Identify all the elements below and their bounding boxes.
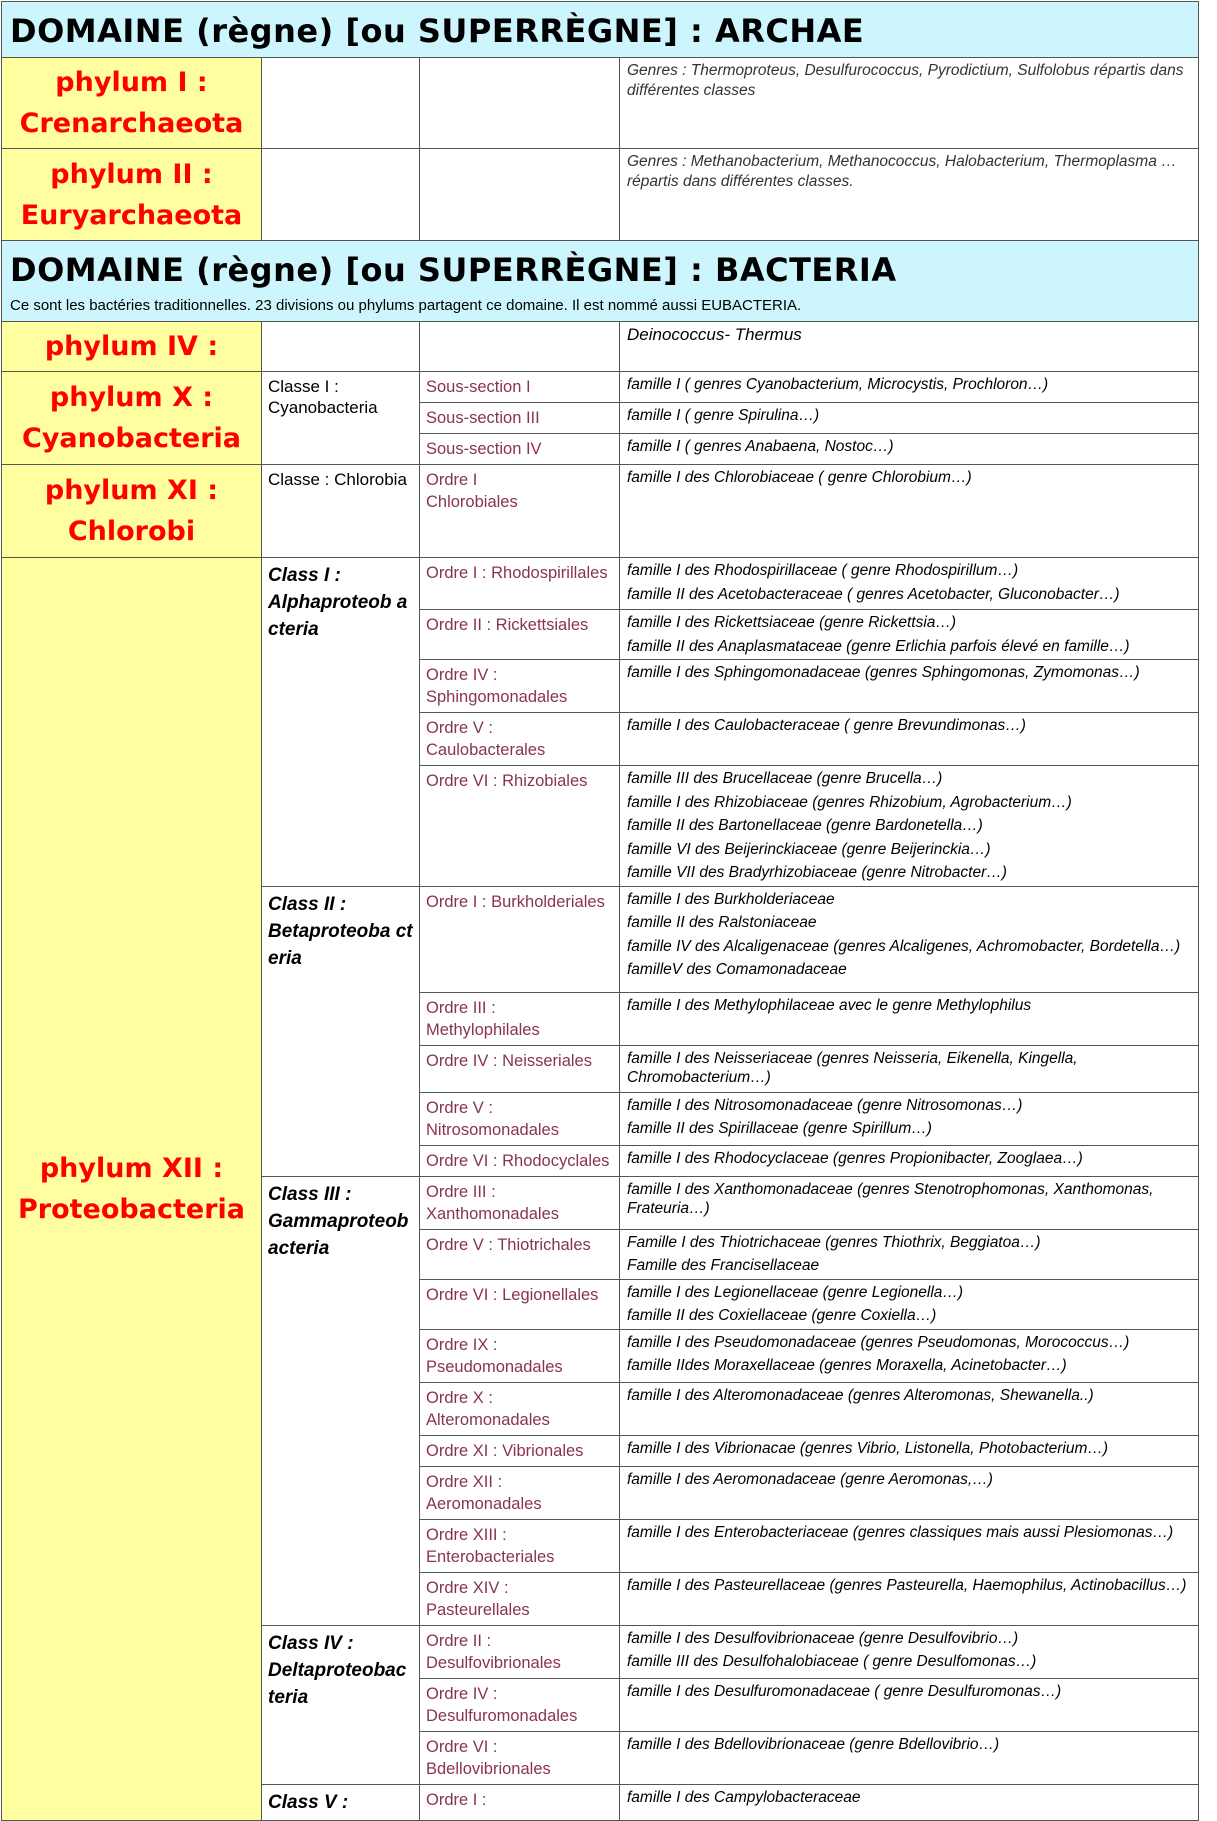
family-entry: famille I des Burkholderiaceae	[627, 890, 835, 908]
family-cell	[620, 1279, 1199, 1329]
family-entry: famille I des Enterobacteriaceae (genres classiques mais aussi Plesiomonas…)	[627, 1523, 1174, 1541]
family-entry: famille I des Rhodospirillaceae ( genre Rhodospirillum…)	[627, 562, 1019, 579]
domain-title: DOMAINE (règne) [ou SUPERRÈGNE] : ARCHAE	[10, 12, 865, 50]
family-entry: famille II des Anaplasmataceae (genre Erlichia parfois élevé en famille…)	[627, 637, 1130, 655]
family-entry: famille I des Sphingomonadaceae (genres Sphingomonas, Zymomonas…)	[627, 664, 1140, 681]
order-cell: Ordre V : Thiotrichales	[420, 1229, 620, 1279]
family-entry: famille III des Desulfohalobiaceae ( genre Desulfomonas…)	[627, 1653, 1037, 1670]
family-entry: famille II des Acetobacteraceae ( genres Acetobacter, Gluconobacter…)	[627, 585, 1120, 603]
order-cell: Sous-section I	[420, 372, 620, 403]
family-cell	[620, 1176, 1199, 1229]
phylum-name: phylum X :	[49, 382, 214, 413]
order-cell: Ordre VI : Rhodocyclales	[420, 1145, 620, 1176]
family-cell	[620, 1435, 1199, 1466]
phylum-name: phylum II :	[50, 158, 213, 190]
family-entry: familleV des Comamonadaceae	[627, 961, 847, 978]
genres-cell: Genres : Thermoproteus, Desulfurococcus, Pyrodictium, Sulfolobus répartis dans différentes classes	[620, 58, 1199, 149]
order-cell: Ordre II : Rickettsiales	[420, 610, 620, 660]
family-entry: famille I des Alteromonadaceae (genres Alteromonas, Shewanella..)	[627, 1386, 1094, 1404]
family-cell	[620, 766, 1199, 887]
family-entry: famille II des Spirillaceae (genre Spirillum…)	[627, 1120, 932, 1137]
family-entry: famille I des Neisseriaceae (genres Neisseria, Eikenella, Kingella, Chromobacterium…)	[627, 1049, 1078, 1086]
family-entry: famille I des Vibrionacae (genres Vibrio, Listonella, Photobacterium…)	[627, 1439, 1109, 1457]
order-cell: Ordre VI : Rhizobiales	[420, 766, 620, 887]
family-entry: famille II des Bartonellaceae (genre Bardonetella…)	[627, 817, 983, 834]
family-cell	[620, 558, 1199, 610]
phylum-name: phylum I :	[55, 67, 208, 98]
family-entry: famille I des Caulobacteraceae ( genre Brevundimonas…)	[627, 717, 1026, 734]
order-cell: Ordre V : Caulobacterales	[420, 713, 620, 766]
empty-cell	[262, 322, 420, 372]
family-cell: famille I ( genre Spirulina…)	[620, 403, 1199, 434]
family-entry: famille VI des Beijerinckiaceae (genre Beijerinckia…)	[627, 840, 991, 858]
empty-cell	[420, 322, 620, 372]
order-cell: Ordre X : Alteromonadales	[420, 1382, 620, 1435]
phylum-name: Chlorobi	[67, 516, 196, 547]
family-entry: famille I des Rhodocyclaceae (genres Propionibacter, Zooglaea…)	[627, 1149, 1083, 1167]
family-cell	[620, 992, 1199, 1045]
order-cell: Ordre V : Nitrosomonadales	[420, 1092, 620, 1145]
family-cell	[620, 886, 1199, 992]
family-cell	[620, 1466, 1199, 1519]
domain-header-archaea	[2, 2, 1199, 58]
order-name: Chlorobiales	[426, 493, 518, 511]
order-cell: Ordre XIII : Enterobacteriales	[420, 1519, 620, 1572]
domain-description: Ce sont les bactéries traditionnelles. 23 divisions ou phylums partagent ce domaine. Il est nommé aussi EUBACTERIA.	[10, 297, 802, 314]
empty-cell	[262, 58, 420, 149]
family-cell	[620, 1382, 1199, 1435]
order-cell: Ordre VI : Bdellovibrionales	[420, 1731, 620, 1784]
domain-title: DOMAINE (règne) [ou SUPERRÈGNE] : BACTERIA	[10, 251, 897, 289]
family-cell: famille I des Chlorobiaceae ( genre Chlorobium…)	[620, 465, 1199, 558]
order-cell: Ordre IV : Neisseriales	[420, 1045, 620, 1092]
class-cell: Classe I : Cyanobacteria	[262, 372, 420, 465]
family-entry: famille I des Campylobacteraceae	[627, 1788, 861, 1806]
family-cell	[620, 1329, 1199, 1382]
family-entry: famille I des Nitrosomonadaceae (genre Nitrosomonas…)	[627, 1096, 1023, 1114]
empty-cell	[420, 58, 620, 149]
order-cell: Sous-section III	[420, 403, 620, 434]
phylum-crenarchaeota	[2, 58, 262, 149]
order-cell: Ordre IV : Desulfuromonadales	[420, 1678, 620, 1731]
family-cell	[620, 610, 1199, 660]
family-entry: famille I des Desulfuromonadaceae ( genre Desulfuromonas…)	[627, 1682, 1062, 1700]
phylum-name: phylum XII :	[39, 1152, 224, 1184]
empty-cell	[420, 149, 620, 241]
family-entry: famille I des Rickettsiaceae (genre Rickettsia…)	[627, 614, 957, 631]
classification-table	[1, 1, 1199, 1821]
order-cell: Ordre IX : Pseudomonadales	[420, 1329, 620, 1382]
order-cell: Ordre XII : Aeromonadales	[420, 1466, 620, 1519]
genres-cell: Genres : Methanobacterium, Methanococcus, Halobacterium, Thermoplasma … répartis dans différentes classes.	[620, 149, 1199, 241]
family-cell: famille I ( genres Anabaena, Nostoc…)	[620, 434, 1199, 465]
family-entry: Famille des Francisellaceae	[627, 1257, 820, 1274]
class-cell: Class II : Betaproteoba ct eria	[262, 886, 420, 1176]
family-entry: Famille I des Thiotrichaceae (genres Thiothrix, Beggiatoa…)	[627, 1233, 1041, 1251]
family-cell	[620, 660, 1199, 713]
family-cell	[620, 1229, 1199, 1279]
phylum-proteobacteria	[2, 558, 262, 1821]
family-cell	[620, 1092, 1199, 1145]
family-entry: famille VII des Bradyrhizobiaceae (genre Nitrobacter…)	[627, 864, 1007, 881]
family-entry: famille III des Brucellaceae (genre Brucella…)	[627, 770, 943, 787]
class-cell: Class I : Alphaproteob a cteria	[262, 558, 420, 887]
family-entry: famille I des Xanthomonadaceae (genres Stenotrophomonas, Xanthomonas, Frateuria…)	[627, 1180, 1154, 1217]
order-cell	[420, 465, 620, 558]
family-cell: famille I ( genres Cyanobacterium, Microcystis, Prochloron…)	[620, 372, 1199, 403]
family-entry: famille I des Rhizobiaceae (genres Rhizobium, Agrobacterium…)	[627, 793, 1072, 811]
family-entry: famille I des Bdellovibrionaceae (genre Bdellovibrio…)	[627, 1735, 1000, 1753]
family-cell	[620, 1045, 1199, 1092]
order-cell: Ordre II : Desulfovibrionales	[420, 1625, 620, 1678]
order-cell: Ordre XIV : Pasteurellales	[420, 1572, 620, 1625]
phylum-name: Crenarchaeota	[19, 108, 244, 139]
family-entry: famille IIdes Moraxellaceae (genres Moraxella, Acinetobacter…)	[627, 1357, 1067, 1374]
order-cell: Ordre I : Rhodospirillales	[420, 558, 620, 610]
family-cell	[620, 1145, 1199, 1176]
family-entry: famille I des Aeromonadaceae (genre Aeromonas,…)	[627, 1470, 993, 1488]
family-entry: famille I des Desulfovibrionaceae (genre Desulfovibrio…)	[627, 1629, 1019, 1647]
family-cell	[620, 1519, 1199, 1572]
order-cell: Ordre VI : Legionellales	[420, 1279, 620, 1329]
class-cell: Class IV : Deltaproteobac teria	[262, 1625, 420, 1784]
family-cell	[620, 1784, 1199, 1820]
phylum-name: phylum XI :	[44, 475, 219, 506]
family-entry: famille I des Methylophilaceae avec le genre Methylophilus	[627, 996, 1032, 1014]
phylum-cyanobacteria	[2, 372, 262, 465]
family-cell	[620, 713, 1199, 766]
family-cell	[620, 1625, 1199, 1678]
family-entry: famille II des Ralstoniaceae	[627, 914, 817, 931]
order-cell: Ordre III : Xanthomonadales	[420, 1176, 620, 1229]
phylum-chlorobi	[2, 465, 262, 558]
class-cell: Class V :	[262, 1784, 420, 1820]
order-cell: Sous-section IV	[420, 434, 620, 465]
order-cell: Ordre XI : Vibrionales	[420, 1435, 620, 1466]
phylum-euryarchaeota	[2, 149, 262, 241]
order-cell: Ordre I :	[420, 1784, 620, 1820]
family-cell	[620, 1731, 1199, 1784]
phylum-name: Proteobacteria	[18, 1193, 245, 1225]
domain-header-bacteria	[2, 241, 1199, 322]
order-cell: Ordre I : Burkholderiales	[420, 886, 620, 992]
family-cell	[620, 1572, 1199, 1625]
family-entry: famille IV des Alcaligenaceae (genres Alcaligenes, Achromobacter, Bordetella…)	[627, 937, 1181, 955]
family-entry: famille II des Coxiellaceae (genre Coxiella…)	[627, 1307, 937, 1324]
genres-cell: Deinococcus- Thermus	[620, 322, 1199, 372]
phylum-iv: phylum IV :	[2, 322, 262, 372]
order-name: Ordre I	[426, 471, 478, 489]
class-cell: Class III : Gammaproteob acteria	[262, 1176, 420, 1625]
order-cell: Ordre III : Methylophilales	[420, 992, 620, 1045]
empty-cell	[262, 149, 420, 241]
class-cell: Classe : Chlorobia	[262, 465, 420, 558]
phylum-name: Euryarchaeota	[20, 199, 243, 231]
family-entry: famille I des Pseudomonadaceae (genres Pseudomonas, Morococcus…)	[627, 1333, 1130, 1351]
family-cell	[620, 1678, 1199, 1731]
family-entry: famille I des Legionellaceae (genre Legionella…)	[627, 1283, 964, 1301]
family-entry: famille I des Pasteurellaceae (genres Pasteurella, Haemophilus, Actinobacillus…)	[627, 1576, 1187, 1594]
order-cell: Ordre IV : Sphingomonadales	[420, 660, 620, 713]
phylum-name: Cyanobacteria	[22, 423, 241, 454]
